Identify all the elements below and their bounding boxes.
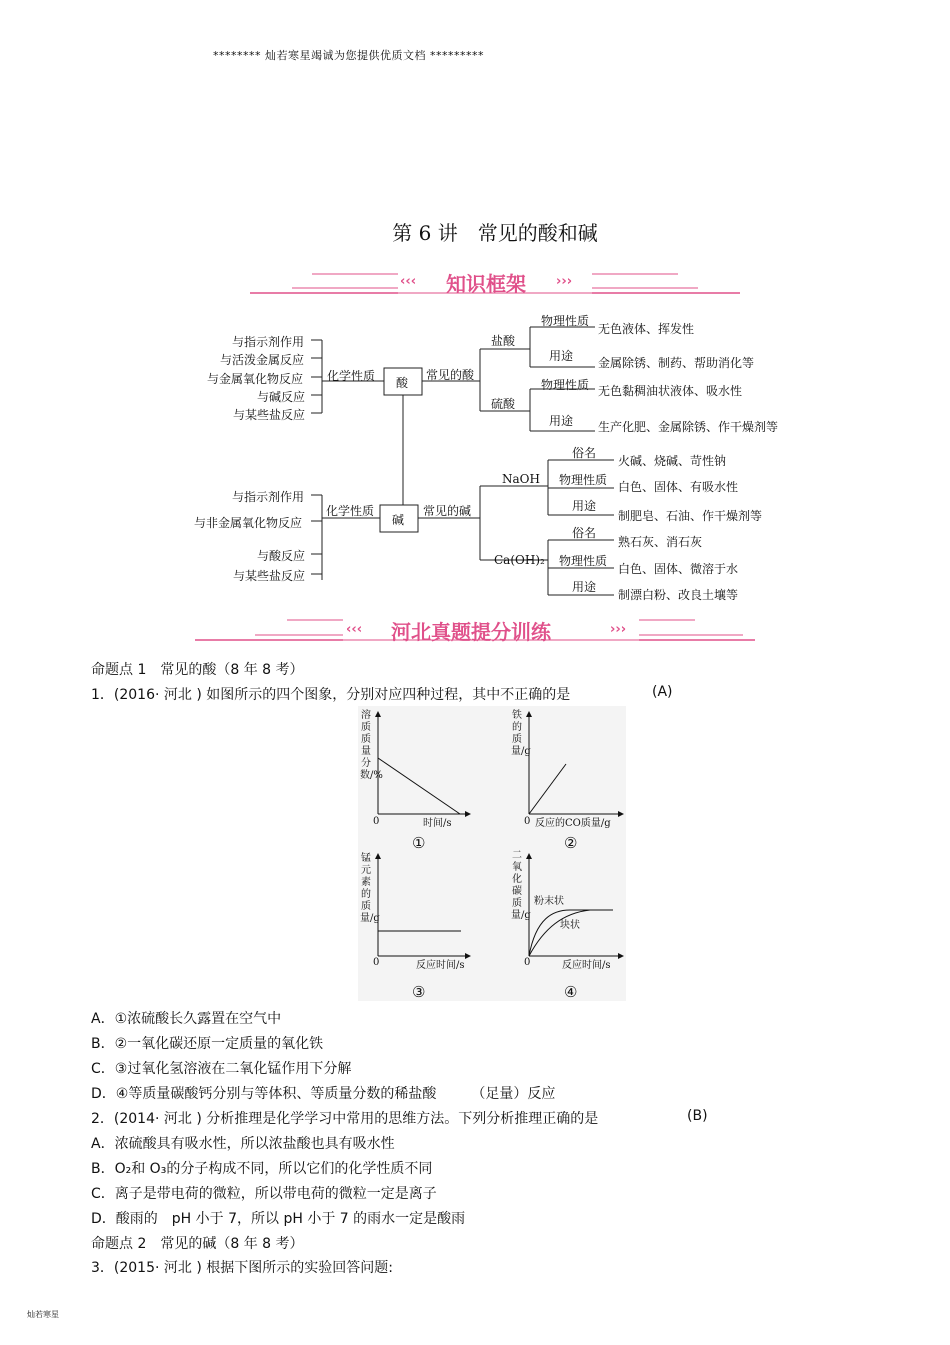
common-bases-label: 常见的碱 [423,504,472,518]
chevron-left-icon-2: ‹‹‹ [346,622,363,637]
graph-4-origin: 0 [524,957,531,968]
graph-1-number: ① [412,834,426,852]
graph-3-ylabel: 锰元素的质量/g [360,853,380,924]
banner-hebei-exam: 河北真题提分训练 [391,620,551,644]
graph-2-number: ② [564,834,578,852]
graph-3-origin: 0 [373,957,380,968]
base-node: 碱 [392,513,405,527]
q2-option-b: B．O₂和 O₃的分子构成不同，所以它们的化学性质不同 [91,1161,433,1177]
q1-option-b: B．②一氧化碳还原一定质量的氧化铁 [91,1036,324,1052]
graph-1-origin: 0 [373,816,380,827]
base-prop-1: 与指示剂作用 [232,490,305,504]
question-2-stem: 2．(2014· 河北 ) 分析推理是化学学习中常用的思维方法。下列分析推理正确的是 [91,1111,599,1127]
naoh-use: 制肥皂、石油、作干燥剂等 [618,509,763,523]
graph-3-xlabel: 反应时间/s [416,960,465,971]
section-2-heading: 命题点 2 常见的碱（8 年 8 考） [91,1236,304,1252]
mindmap-connectors [0,0,950,620]
banner-knowledge-framework: 知识框架 [446,272,526,296]
q1-option-d: D．④等质量碳酸钙分别与等体积、等质量分数的稀盐酸 （足量）反应 [91,1086,556,1102]
page-title: 第 6 讲 常见的酸和碱 [392,221,598,245]
caoh2-alias: 熟石灰、消石灰 [618,535,703,549]
graph-2-origin: 0 [524,816,531,827]
page-header: ******** 灿若寒星竭诚为您提供优质文档 ********* [213,49,484,62]
question-1-stem: 1．(2016· 河北 ) 如图所示的四个图象，分别对应四种过程，其中不正确的是 [91,687,571,703]
caoh2-alias-label: 俗名 [572,526,597,540]
acid-chem-label: 化学性质 [327,369,376,383]
graph-1-xlabel: 时间/s [423,818,452,829]
naoh-phys: 白色、固体、有吸水性 [618,480,739,494]
graph-4-ylabel: 二氧化碳质量/g [511,850,531,921]
acid-prop-3: 与金属氧化物反应 [207,372,304,386]
graph-2-xlabel: 反应的CO质量/g [535,818,611,829]
acid-prop-2: 与活泼金属反应 [220,353,305,367]
hcl-phys: 无色液体、挥发性 [598,322,695,336]
h2so4-phys: 无色黏稠油状液体、吸水性 [598,384,743,398]
question-1-answer: (A) [652,684,673,700]
caoh2-phys-label: 物理性质 [559,554,608,568]
acid-prop-5: 与某些盐反应 [233,408,306,422]
naoh-use-label: 用途 [572,499,597,513]
q1-option-c: C．③过氧化氢溶液在二氧化锰作用下分解 [91,1061,352,1077]
page-footer: 灿若寒星 [27,1310,59,1319]
h2so4-label: 硫酸 [491,397,516,411]
base-prop-2: 与非金属氧化物反应 [194,516,303,530]
caoh2-use: 制漂白粉、改良土壤等 [618,588,739,602]
chevron-right-icon-2: ››› [610,622,627,637]
hcl-use: 金属除锈、制药、帮助消化等 [598,356,755,370]
graph-4-xlabel: 反应时间/s [562,960,611,971]
common-acids-label: 常见的酸 [426,368,475,382]
h2so4-use-label: 用途 [549,414,574,428]
acid-prop-1: 与指示剂作用 [232,335,305,349]
chevron-left-icon: ‹‹‹ [400,274,417,289]
naoh-phys-label: 物理性质 [559,473,608,487]
naoh-label: NaOH [502,472,540,486]
q2-option-d: D．酸雨的 pH 小于 7，所以 pH 小于 7 的雨水一定是酸雨 [91,1211,466,1227]
question-3-stem: 3．(2015· 河北 ) 根据下图所示的实验回答问题: [91,1260,393,1276]
base-chem-label: 化学性质 [326,504,375,518]
caoh2-use-label: 用途 [572,580,597,594]
h2so4-use: 生产化肥、金属除锈、作干燥剂等 [598,420,779,434]
acid-prop-4: 与碱反应 [257,390,306,404]
graphs-axes [358,706,626,1001]
base-prop-4: 与某些盐反应 [233,569,306,583]
q1-option-a: A．①浓硫酸长久露置在空气中 [91,1011,282,1027]
base-prop-3: 与酸反应 [257,549,306,563]
chevron-right-icon: ››› [556,274,573,289]
h2so4-phys-label: 物理性质 [541,378,590,392]
graph-4-curve-block: 块状 [560,920,580,931]
acid-node: 酸 [396,376,409,390]
question-2-answer: (B) [687,1108,708,1124]
caoh2-label: Ca(OH)₂ [494,553,545,567]
hcl-label: 盐酸 [491,334,516,348]
graph-3-number: ③ [412,983,426,1001]
caoh2-phys: 白色、固体、微溶于水 [618,562,739,576]
graph-4-number: ④ [564,983,578,1001]
hcl-use-label: 用途 [549,349,574,363]
section-1-heading: 命题点 1 常见的酸（8 年 8 考） [91,662,304,678]
graph-1-ylabel: 溶质质量分数/% [360,710,383,781]
hcl-phys-label: 物理性质 [541,314,590,328]
graph-2-ylabel: 铁的质量/g [511,710,531,757]
graph-4-curve-powder: 粉末状 [534,896,564,907]
q2-option-c: C．离子是带电荷的微粒，所以带电荷的微粒一定是离子 [91,1186,437,1202]
naoh-alias: 火碱、烧碱、苛性钠 [618,454,727,468]
q2-option-a: A．浓硫酸具有吸水性，所以浓盐酸也具有吸水性 [91,1136,395,1152]
naoh-alias-label: 俗名 [572,446,597,460]
